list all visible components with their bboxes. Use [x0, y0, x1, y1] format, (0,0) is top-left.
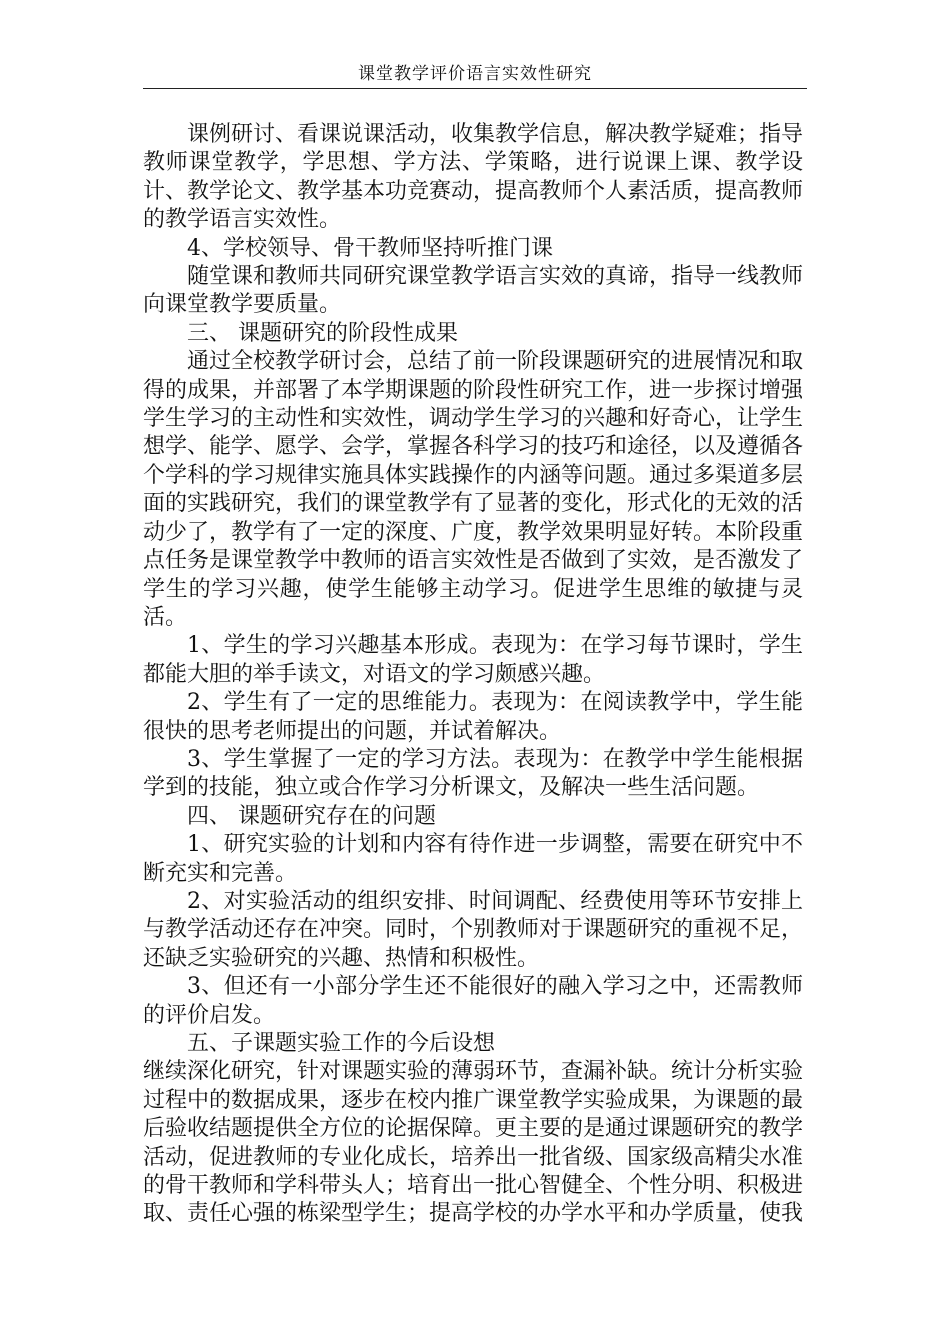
problem-item-1: 1、研究实验的计划和内容有待作进一步调整，需要在研究中不断充实和完善。	[143, 832, 803, 886]
header-divider	[143, 88, 807, 89]
result-item-1: 1、学生的学习兴趣基本形成。表现为：在学习每节课时，学生都能大胆的举手读文，对语文的学习颇感兴趣。	[143, 633, 803, 687]
paragraph-case-study-activities: 课例研讨、看课说课活动，收集教学信息，解决教学疑难；指导教师课堂教学，学思想、学方法、学策略，进行说课上课、教学设计、教学论文、教学基本功竞赛动，提高教师个人素活质，提高教师的教学语言实效性。	[143, 122, 804, 233]
document-body	[143, 121, 803, 1229]
section-heading-5: 五、子课题实验工作的今后设想	[187, 1031, 496, 1056]
paragraph-future-plans: 继续深化研究，针对课题实验的薄弱环节，查漏补缺。统计分析实验过程中的数据成果，逐步在校内推广课堂教学实验成果，为课题的最后验收结题提供全方位的论据保障。更主要的是通过课题研究的教学活动，促进教师的专业化成长，培养出一批省级、国家级高精尖水准的骨干教师和学科带头人；培育出一批心智健全、个性分明、积极进取、责任心强的栋梁型学生；提高学校的办学水平和办学质量，使我	[143, 1059, 804, 1227]
paragraph-stage-summary: 通过全校教学研讨会，总结了前一阶段课题研究的进展情况和取得的成果，并部署了本学期课题的阶段性研究工作，进一步探讨增强学生学习的主动性和实效性，调动学生学习的兴趣和好奇心，让学生想学、能学、愿学、会学，掌握各科学习的技巧和途径，以及遵循各个学科的学习规律实施具体实践操作的内涵等问题。通过多渠道多层面的实践研究，我们的课堂教学有了显著的变化，形式化的无效的活动少了，教学有了一定的深度、广度，教学效果明显好转。本阶段重点任务是课堂教学中教师的语言实效性是否做到了实效，是否激发了学生的学习兴趣，使学生能够主动学习。促进学生思维的敏捷与灵活。	[143, 349, 804, 630]
paragraph-follow-class: 随堂课和教师共同研究课堂教学语言实效的真谛，指导一线教师向课堂教学要质量。	[143, 264, 804, 318]
running-header-title: 课堂教学评价语言实效性研究	[358, 64, 592, 84]
section-heading-3: 三、 课题研究的阶段性成果	[187, 320, 458, 346]
result-item-3: 3、学生掌握了一定的学习方法。表现为：在教学中学生能根据学到的技能，独立或合作学习分析课文，及解决一些生活问题。	[143, 746, 803, 801]
result-item-2: 2、学生有了一定的思维能力。表现为：在阅读教学中，学生能很快的思考老师提出的问题，并试着解决。	[143, 690, 803, 744]
problem-item-3: 3、但还有一小部分学生还不能很好的融入学习之中，还需教师的评价启发。	[143, 974, 803, 1028]
problem-item-2: 2、对实验活动的组织安排、时间调配、经费使用等环节安排上与教学活动还存在冲突。同时，个别教师对于课题研究的重视不足，还缺乏实验研究的兴趣、热情和积极性。	[143, 888, 804, 971]
item-heading-4: 4、学校领导、骨干教师坚持听推门课	[187, 235, 553, 261]
section-heading-4: 四、 课题研究存在的问题	[187, 803, 436, 829]
